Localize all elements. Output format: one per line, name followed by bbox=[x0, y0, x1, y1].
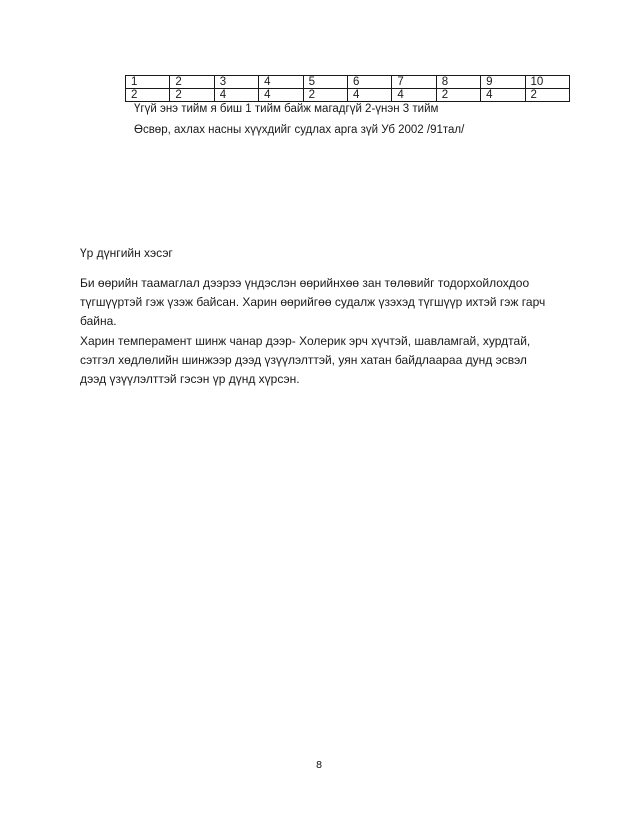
results-paragraph-1 bbox=[80, 274, 570, 331]
table-cell: 10 bbox=[525, 76, 569, 89]
table-cell: 4 bbox=[259, 89, 303, 102]
table-cell: 6 bbox=[347, 76, 391, 89]
table-cell: 4 bbox=[481, 89, 525, 102]
table-cell: 5 bbox=[303, 76, 347, 89]
table-cell: 2 bbox=[126, 89, 170, 102]
results-paragraph-2 bbox=[80, 332, 570, 389]
table-cell: 2 bbox=[170, 89, 214, 102]
paragraph-line: дээд үзүүлэлттэй гэсэн үр дүнд хүрсэн. bbox=[80, 372, 300, 386]
table-cell: 8 bbox=[436, 76, 480, 89]
table-cell: 2 bbox=[436, 89, 480, 102]
table-cell: 4 bbox=[259, 76, 303, 89]
table-cell: 1 bbox=[126, 76, 170, 89]
section-heading: Үр дүнгийн хэсэг bbox=[80, 246, 173, 260]
table-cell: 9 bbox=[481, 76, 525, 89]
paragraph-line: түгшүүртэй гэж үзэж байсан. Харин өөрийгөө судалж үзэхэд түгшүүр ихтэй гэж гарч bbox=[80, 295, 546, 309]
score-table bbox=[125, 75, 570, 102]
paragraph-line: Харин темперамент шинж чанар дээр- Холерик эрч хүчтэй, шавламгай, хурдтай, bbox=[80, 334, 531, 348]
table-row bbox=[126, 76, 570, 89]
table-cell: 4 bbox=[347, 89, 391, 102]
table-cell: 2 bbox=[170, 76, 214, 89]
table-cell: 4 bbox=[214, 89, 258, 102]
table-cell: 3 bbox=[214, 76, 258, 89]
table-cell: 2 bbox=[303, 89, 347, 102]
scale-legend: Үгүй энэ тийм я биш 1 тийм байж магадгүй 2-үнэн 3 тийм bbox=[134, 103, 439, 115]
table-cell: 7 bbox=[392, 76, 436, 89]
paragraph-line: Би өөрийн таамаглал дээрээ үндэслэн өөрийнхөө зан төлөвийг тодорхойлохдоо bbox=[80, 276, 530, 290]
paragraph-line: байна. bbox=[80, 314, 117, 328]
table-cell: 2 bbox=[525, 89, 569, 102]
paragraph-line: сэтгэл хөдлөлийн шинжээр дээд үзүүлэлттэй, уян хатан байдлаараа дунд эсвэл bbox=[80, 353, 527, 367]
source-citation: Өсвөр, ахлах насны хүүхдийг судлах арга зүй Уб 2002 /91тал/ bbox=[134, 124, 465, 136]
page-number: 8 bbox=[315, 760, 323, 771]
table-row bbox=[126, 89, 570, 102]
table-cell: 4 bbox=[392, 89, 436, 102]
